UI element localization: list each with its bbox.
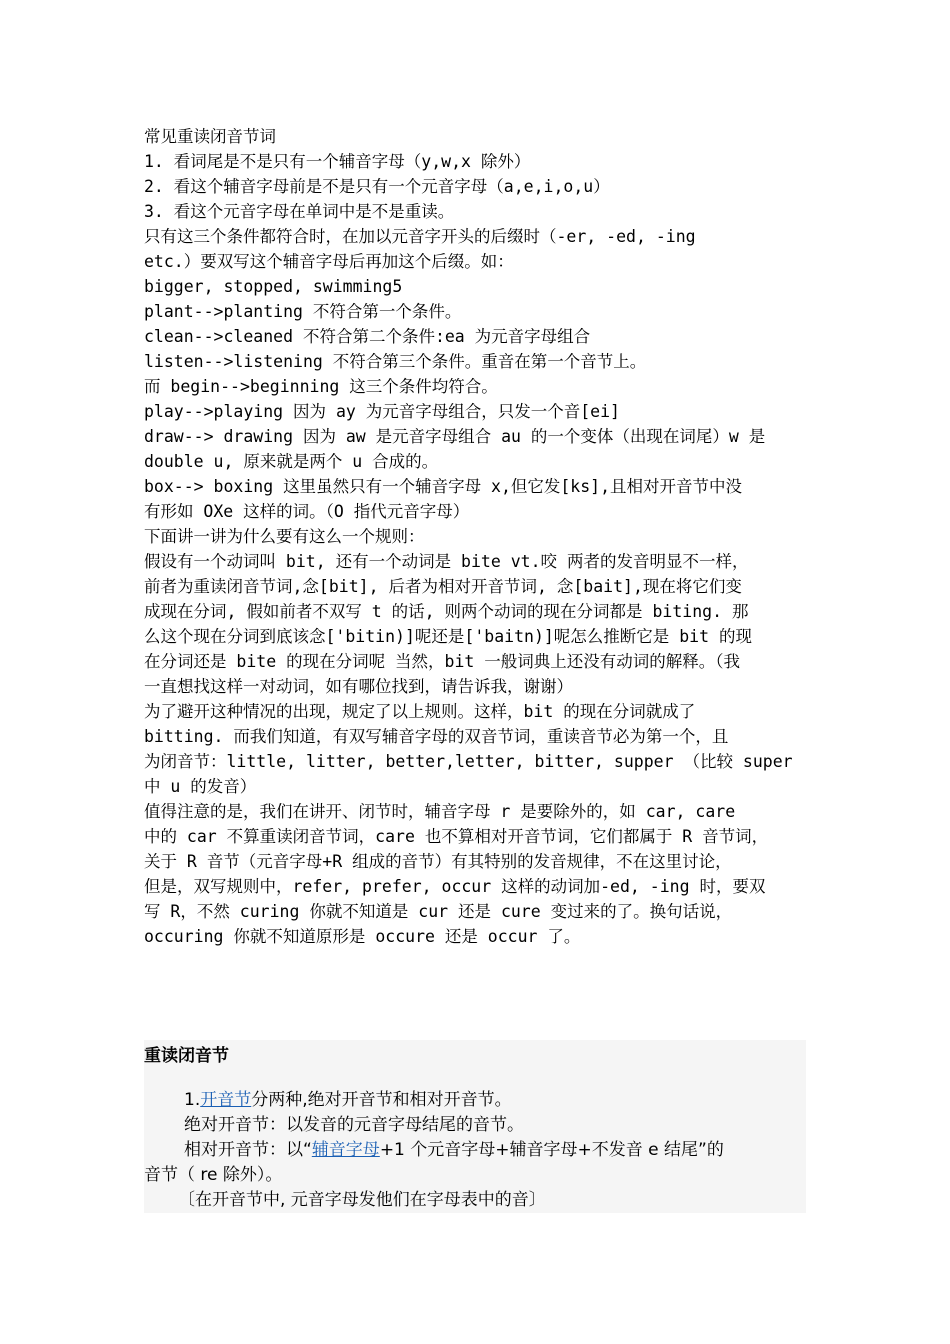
- doc-line: 而 begin-->beginning 这三个条件均符合。: [144, 377, 498, 396]
- doc-line: 中的 car 不算重读闭音节词，care 也不算相对开音节词，它们都属于 R 音节词，: [144, 827, 769, 846]
- doc-line: 为闭音节：little, litter, better,letter, bitter, supper （比较 super: [144, 752, 793, 771]
- doc-line: 常见重读闭音节词: [144, 127, 276, 146]
- box-line-1-rest: 分两种,绝对开音节和相对开音节。: [251, 1090, 512, 1110]
- doc-line: 写 R，不然 curing 你就不知道是 cur 还是 cure 变过来的了。换句话说，: [144, 902, 733, 921]
- doc-line: 值得注意的是，我们在讲开、闭节时，辅音字母 r 是要除外的，如 car, care: [144, 802, 736, 821]
- doc-line: 但是，双写规则中，refer, prefer, occur 这样的动词加-ed, -ing 时，要双: [144, 877, 766, 896]
- doc-line: 中 u 的发音）: [144, 777, 257, 796]
- doc-line: occuring 你就不知道原形是 occure 还是 occur 了。: [144, 927, 581, 946]
- doc-line: 有形如 OXe 这样的词。（O 指代元音字母）: [144, 502, 470, 521]
- doc-line: 么这个现在分词到底该念['bitin)]呢还是['baitn)]呢怎么推断它是 bit 的现: [144, 627, 752, 646]
- box-line-5: 〔在开音节中, 元音字母发他们在字母表中的音〕: [178, 1190, 546, 1210]
- doc-line: etc.）要双写这个辅音字母后再加这个后缀。如：: [144, 252, 514, 271]
- section-title: 重读闭音节: [144, 1046, 229, 1066]
- box-line-3-rest: +1 个元音字母+辅音字母+不发音 e 结尾”的: [379, 1140, 724, 1160]
- doc-line: 前者为重读闭音节词,念[bit], 后者为相对开音节词, 念[bait],现在将它们变: [144, 577, 742, 596]
- doc-line: play-->playing 因为 ay 为元音字母组合，只发一个音[ei]: [144, 402, 620, 421]
- doc-line: draw--> drawing 因为 aw 是元音字母组合 au 的一个变体（出现在词尾）w 是: [144, 427, 766, 446]
- doc-line: box--> boxing 这里虽然只有一个辅音字母 x,但它发[ks],且相对开音节中没: [144, 477, 743, 496]
- doc-line: 成现在分词, 假如前者不双写 t 的话, 则两个动词的现在分词都是 biting. 那: [144, 602, 749, 621]
- open-syllable-link[interactable]: 开音节: [200, 1090, 252, 1110]
- box-line-2: 绝对开音节：以发音的元音字母结尾的音节。: [184, 1115, 524, 1135]
- doc-line: plant-->planting 不符合第一个条件。: [144, 302, 462, 321]
- box-line-1: [144, 1088, 806, 1113]
- doc-line: 在分词还是 bite 的现在分词呢 当然，bit 一般词典上还没有动词的解释。（我: [144, 652, 741, 671]
- doc-line: bigger, stopped, swimming5: [144, 277, 403, 296]
- doc-line: double u, 原来就是两个 u 合成的。: [144, 452, 439, 471]
- section-box: [144, 1040, 806, 1213]
- doc-line: bitting. 而我们知道，有双写辅音字母的双音节词，重读音节必为第一个，且: [144, 727, 729, 746]
- doc-line: 关于 R 音节（元音字母+R 组成的音节）有其特别的发音规律，不在这里讨论，: [144, 852, 732, 871]
- box-line-3: [144, 1138, 806, 1163]
- box-line-4: 音节（ re 除外）。: [144, 1165, 283, 1185]
- box-line-1-prefix: 1.: [184, 1090, 201, 1110]
- consonant-letter-link[interactable]: 辅音字母: [311, 1140, 380, 1160]
- document-body: [144, 124, 809, 949]
- doc-line: 2. 看这个辅音字母前是不是只有一个元音字母（a,e,i,o,u）: [144, 177, 610, 196]
- doc-line: 为了避开这种情况的出现，规定了以上规则。这样，bit 的现在分词就成了: [144, 702, 696, 721]
- section-body: [144, 1088, 806, 1213]
- doc-line: clean-->cleaned 不符合第二个条件:ea 为元音字母组合: [144, 327, 591, 346]
- doc-line: listen-->listening 不符合第三个条件。重音在第一个音节上。: [144, 352, 647, 371]
- doc-line: 一直想找这样一对动词，如有哪位找到，请告诉我，谢谢）: [144, 677, 573, 696]
- box-line-3-prefix: 相对开音节：以“: [184, 1140, 312, 1160]
- doc-line: 下面讲一讲为什么要有这么一个规则：: [144, 527, 425, 546]
- doc-line: 3. 看这个元音字母在单词中是不是重读。: [144, 202, 455, 221]
- doc-line: 1. 看词尾是不是只有一个辅音字母（y,w,x 除外）: [144, 152, 531, 171]
- doc-line: 假设有一个动词叫 bit, 还有一个动词是 bite vt.咬 两者的发音明显不一样，: [144, 552, 749, 571]
- doc-line: 只有这三个条件都符合时，在加以元音字开头的后缀时（-er, -ed, -ing: [144, 227, 696, 246]
